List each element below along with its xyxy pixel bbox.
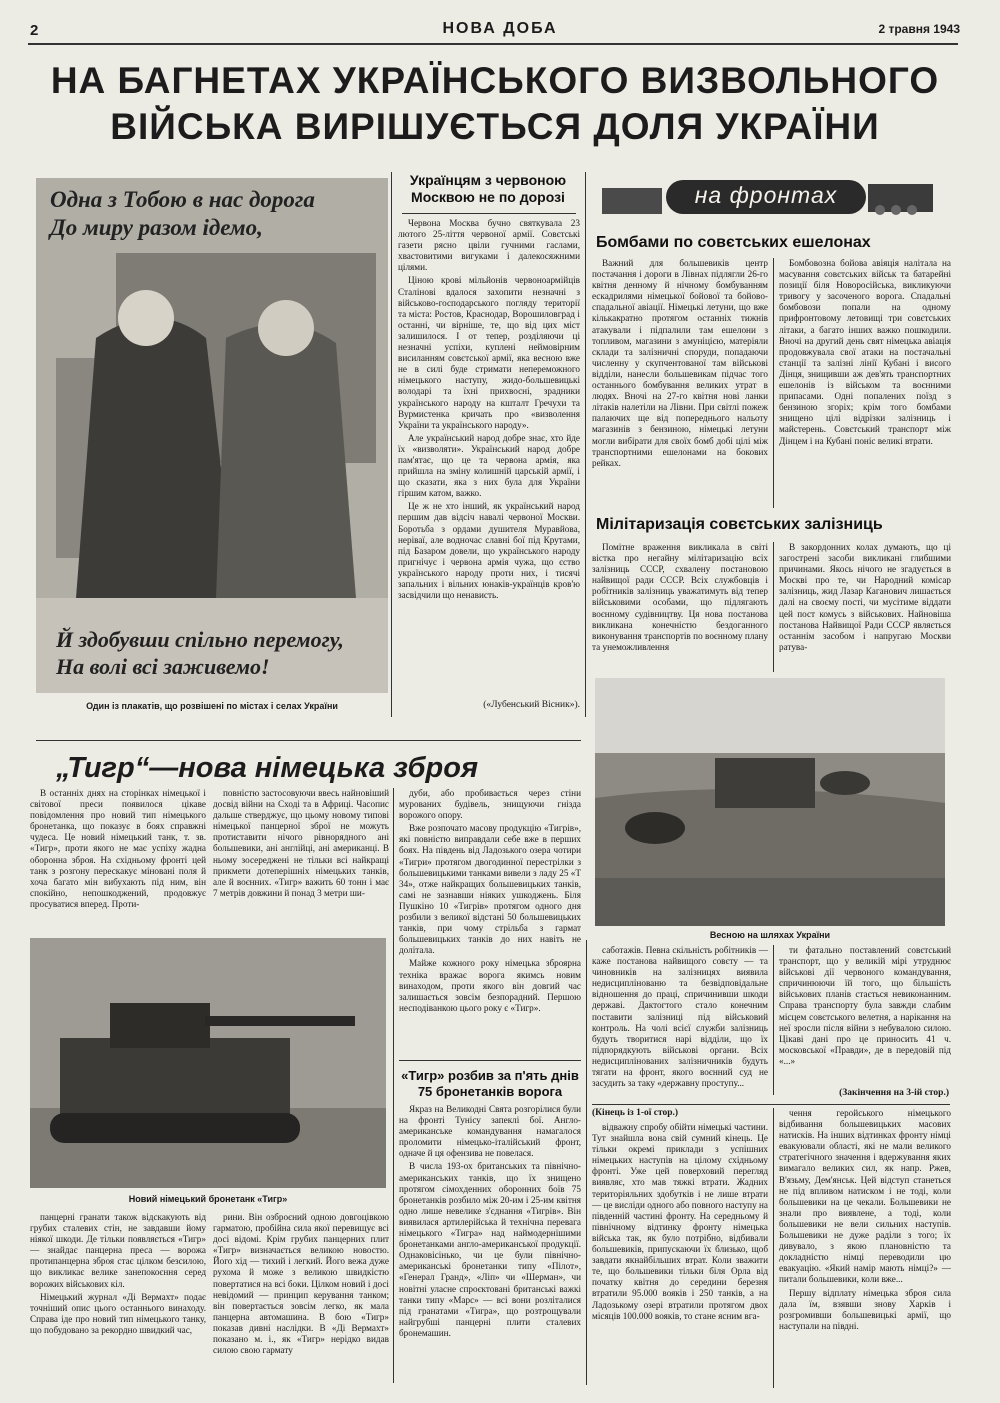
militarization-title: Мілітаризація совєтських залізниць <box>596 516 883 533</box>
bombs-col-1-text: Важний для большевиків центр постачання і дороги в Лівнах підлягли 26-го квітня денному й нічному бомбуванням ескадрилями німецької бойової та бойово-спадальної авіації. Німецькі летуни, що вже кількакратно протягом останніх тижнів атакували і підпалили там ешелони з топливом, магазини з амуніцією, матеріяли склади та залізничні споруди, попадаючи численну у скупчентованої там військові відділи, нанесли большевикам підчас того останнього бомбування великих утрат в людях. Вночі на 27-го квітня нові ланки літаків налетіли на Лівни. При світлі пожеж палаючих ще від попереднього нальоту магазинів з бензиною, німецькі летуни могли вибірати для своїх бомб добі цілі між транспортними ешелонами на бокових рейках. <box>592 258 768 468</box>
militarization-col-2-text: В закордонних колах думають, що ці загострені засоби викликані глибшими причинами. Якось нічого не згадується в Москві про те, чи Народний комісар залізниць, жид Лазар Каганович лишається далі на своєму пості, чи мусітиме віддати цей пост комусь з військових. Найновіша постанова Найвищої Ради СССР являється останнім засобом і напругаю Москви ратува- <box>779 542 951 652</box>
militarization-col-1-text: Помітне враження викликала в світі вістка про негайну мілітаризацію всіх залізниць СССР, схвалену постановою найвищої ради СССР. Всіх службовців і робітників залізниць уважатимуть від тепер військовими особами, що підлягають воєнному судівництву. Ця нова постанова викликана конечністю бездоганного виконування транспортів по воєнному плану та унеможливлення <box>592 542 768 652</box>
tiger-col-2-text: повністю застосовуючи ввесь найновіший досвід війни на Сході та в Африці. Часопис дальше стверджує, що цьому новому типові німецької панцерної зброї не можуть протиставити нічого рівнорядного ані большевики, ані англійці, ані американці. В ньому зосереджені не тільки всі найкращі прикмети дотеперішніх німецьких танків, але й воєнних. «Тигр» важить 60 тонн і має 7 метрів довжини й понад 3 метри ши- <box>213 788 389 898</box>
column-rule <box>773 1108 774 1388</box>
section-rule <box>592 1104 950 1105</box>
sabotage-end-note: (Закінчення на 3-ій стор.) <box>839 1088 949 1098</box>
poster-bottom-text <box>56 626 344 680</box>
poster-bottom-line-1: Й здобувши спільно перемогу, <box>56 627 344 652</box>
continued-col-2-text-2: Першу відплату німецька зброя сила дала їм, взявши знову Харків і розгромивши большевицькі армії, що наступали на півдні. <box>779 1287 951 1331</box>
tiger-tank-photo <box>30 938 386 1188</box>
spring-photo-illustration <box>595 678 945 926</box>
continued-header: (Кінець із 1-ої стор.) <box>592 1108 679 1118</box>
sabotage-col-1 <box>592 945 768 1095</box>
bombs-col-2 <box>779 258 951 508</box>
sabotage-col-2-text: ти фатально поставлений совєтський транспорт, що у великій мірі утруднює військові дії червоного командування, спричинюючи їй того, що більшість військових планів стається невиконанним. Справа транспорту була завжди слабим місцем совєтського велетня, а нарікання на неї зросли після війни з небувалою силою. Цікаві дані про це приносить 41 ч. московської «Правди», де в передовій під «...» <box>779 945 951 1066</box>
moscow-source: («Лубенський Вісник»). <box>483 700 580 710</box>
tiger-tank-illustration <box>30 938 386 1188</box>
tiger-col-2 <box>213 788 389 928</box>
tiger75-body <box>399 1104 581 1389</box>
poster-top-text <box>50 186 315 242</box>
continued-col-2-text: чення геройського німецького відбивання большевицьких масових натисків. На інших відтинках фронту німці евакуювали області, які не мали великого стратегічного значення і вдержування яких вимагало великих сил, як напр. Ржев, В'язьму, Дем'янськ. Цей відступ станеться не під впливом натиском і не тоді, коли большевики на це чекали. Большевики не знали про виявлене, а тоді, коли большевики не вели сильних наступів. Большевики не дуже раділи з того; їх дивувало, з якою плановністю та докладністю німці переводили цю евакуацію. «Який намір мають німці?» — питали большевики, коли вже... <box>779 1108 951 1285</box>
continued-col-2 <box>779 1108 951 1388</box>
tiger-col-1-bottom-text-2: Німецький журнал «Ді Вермахт» подає точніший опис цього останнього винаходу. Справа іде про новий тип німецького танку, що побудовано за рекордно швидкий час, <box>30 1291 206 1335</box>
section-rule <box>399 1060 581 1061</box>
spring-roads-photo <box>595 678 945 926</box>
bombs-col-2-text: Бомбовозна бойова авіяція налітала на масування совєтських військ та батарейні позиції біля Новоросійська, викликуючи тривогу у засоченого ворога. Спадальні бомбовози попали на одному прифронтовому летовищі три совєтських літаки, а багато інших важко пошкодили. Вночі на другий день свят німецька авіація продовжувала свої атаки на постачальні станції та залізні лінії Кубані і висого Дінця, знищивши аж дев'ять транспортних ешелонів із військом та воєнними припасами. Одні попалених поїзд з бензиною згоріх; крім того бомбами знищено цілі відрізки залізниць і майстерень. Совєтський транспорт між Дінцем і на Кубані поніс великі втрати. <box>779 258 951 446</box>
tiger-col-3-text-2: Вже розпочато масову продукцію «Тигрів», які повністю виправдали себе вже в перших боях. На південь від Ладозького озера чотири «Тигри» протягом двогодинної перестрілки з большевицькими танками вивели з ладу 25 «Т 34», отже найкращих большевицьких танків, самі не зазнавши ніяких ушкоджень. Біля Пушкіно 10 «Тигрів» протягом одного дня розбили з великої відстані 50 большевицьких танків, при чому стрільба з гармат большевицьких танків до них навіть не долітала. <box>399 823 581 956</box>
tiger-col-1-text: В останніх днях на сторінках німецької і світової преси появилося цікаве повідомлення про новий тип німецького бронетанка, що показує в боях справжні чудеса. Це новий німецький танк, т. зв. «Тигр», проти якого не має успіху жадна оборонна зброя. На східньому фронті цей танк з розгону перескакує міновані поля й хоча багато мін вибухають під ним, він спокійно, непошкоджений, продовжує просуватися вперед. Проти- <box>30 788 206 909</box>
tiger-title: „Тигр“—нова німецька зброя <box>56 752 479 784</box>
continued-col-1 <box>592 1122 768 1387</box>
fronts-banner <box>596 174 941 222</box>
tiger75-paragraph-2: В числа 193-ох британських та північно-американських танків, що їх знищено протягом сімохденних оборонних боїв 75 бронетанків розбило між 20-им і 25-им квітня одно лише невелике з'єднання «Тигрів». Він виявилася артилерійська й технічна перевага німецького «Тигра» над наймодернішими бронетанками англо-американської продукції. Однаковісінько, чи це були північно-американські бронетанки типу «Пілот», «Генерал Гранд», «Ліп» чи «Шерман», чи новітні уласне спроєктовані британські важкі танки типу «Марс» — всі вони розліталися під гранатами «Тигра», що розтрощували найгрубші панцерні плити сталевих бронемашин. <box>399 1161 581 1338</box>
paper-name: НОВА ДОБА <box>442 20 558 37</box>
tiger-col-3-text-3: Майже кожного року німецька зброярна техніка вражає ворога якимсь новим винаходом, проти якого він довгий час залишається зовсім безпорадний. Першою несподіванкою цього року є «Тигр». <box>399 958 581 1013</box>
moscow-article-body <box>398 218 580 698</box>
tiger-photo-caption: Новий німецький бронетанк «Тигр» <box>128 1194 288 1204</box>
issue-date: 2 травня 1943 <box>878 22 960 36</box>
column-rule <box>585 172 586 717</box>
column-rule <box>393 788 394 1383</box>
tiger-col-2-bottom-text: рини. Він озброєний одною довгоцівкою гарматою, пробійна сила якої перевищує всі досі відомі. Крім грубих панцерних плит «Тигр» визначається великою новостю. Його хід — тихий і легкий. Його вежа дуже рухома й може з великою швидкістю повертатися на всі боки. Цілком новий і досі невідомий — принцип керування танком; він повертається зовсім легко, як мала панцерна автомашина. В бою «Тигр» показав дивні наслідки. В «Ді Вермахт» показано м. і., як «Тигр» нерідко видав силою свою гармату <box>213 1212 389 1356</box>
tiger75-paragraph-1: Якраз на Великодні Свята розгорілися були на фронті Тунісу запеклі бої. Англо-американське командування намагалося проломити німецько-італійський фронт, одначе й ця офензива не повелася. <box>399 1104 581 1159</box>
headline-line-1: НА БАГНЕТАХ УКРАЇНСЬКОГО ВИЗВОЛЬНОГО <box>50 60 940 101</box>
section-rule <box>36 740 581 741</box>
moscow-paragraph-4: Це ж не хто інший, як український народ першим дав відсіч навалі червоної Москви. Боротьба з ордами душителя Муравйова, неріваї, але водночас славні бої під Крутами, під Базаром довели, що українського народу пригнічує і червона армія чужа, що єство українського народу проти них, і тисячі запальних і вільних юнаків-українців кров'ю засвідчили що ненависть. <box>398 501 580 601</box>
fronts-banner-text: на фронтах <box>694 182 838 208</box>
moscow-article-title: Українцям з червоною Москвою не по дорозі <box>409 172 567 205</box>
poster-bottom-line-2: На волі всі заживемо! <box>56 654 270 679</box>
poster-image <box>36 178 388 693</box>
moscow-paragraph-1: Червона Москва бучно святкувала 23 лютого 25-ліття червоної армії. Совєтські газети рясно цвіли гучними гаслами, хвастовитими вигуками і далекосяжними цілями. <box>398 218 580 273</box>
tiger-col-1-bottom <box>30 1212 206 1388</box>
poster-top-line-1: Одна з Тобою в нас дорога <box>50 187 315 212</box>
moscow-title-rule <box>402 213 576 214</box>
continued-col-1-text: відважну спробу обійти німецькі частини. Тут знайшла вона свій сумний кінець. Це тільки окремі приклади з успішних німецьких наступів на цілому східньому фронті. Уже цей поверховий перегляд виявляє, хто мав тяжкі втрати. Жадних територіяльних здобутків і не лише втрати — це висліди одного або повного наступу на південній частині фронту. На середньому й північному відтинку фронту німецька війська так, як було потрібно, відбивали большевиків, припускаючи їх близько, щоб завдати якнайбільших втрат. Коли зважити те, що большевики тільки біля Орла від початку квітня до середини березня втратили 95.000 вояків і 250 танків, а на Ладозькому озері втратили протягом двох місяців 100.000 вояків, то стане ясним вга- <box>592 1122 768 1321</box>
militarization-col-2 <box>779 542 951 672</box>
column-rule <box>586 940 587 1385</box>
poster-caption: Один із плакатів, що розвішені по містах і селах України <box>86 701 338 711</box>
tiger-col-3 <box>399 788 581 1048</box>
tiger-col-1-bottom-text: панцерні гранати також відскакують від грубих сталевих стін, не завдавши йому ніякої шкоди. Де тільки появляється «Тигр» — знайдає панцерна преса — ворожа протипанцерна зброя стає цілком безсилою, що викликає велике занепокоєння серед ворожих військових кіл. <box>30 1212 206 1289</box>
masthead-rule <box>28 43 958 45</box>
column-rule <box>391 172 392 717</box>
column-rule <box>773 542 774 672</box>
tiger-col-2-bottom <box>213 1212 389 1388</box>
sabotage-col-2 <box>779 945 951 1085</box>
headline-line-2: ВІЙСЬКА ВИРІШУЄТЬСЯ ДОЛЯ УКРАЇНИ <box>110 106 880 147</box>
column-rule <box>773 258 774 508</box>
main-headline <box>30 58 960 150</box>
moscow-paragraph-3: Але український народ добре знає, хто йде їх «визволяти». Український народ добре пам'ятає, що це та червона армія, яка прийшла на зміну колишній царській армії, і що сказати, яка з них була для України гіршим катом, важко. <box>398 432 580 499</box>
poster-illustration <box>36 178 388 693</box>
bombs-col-1 <box>592 258 768 508</box>
page-number: 2 <box>30 22 39 39</box>
militarization-col-1 <box>592 542 768 672</box>
tiger-col-1 <box>30 788 206 928</box>
moscow-paragraph-2: Ціною крові мільйонів червоноармійців Сталінові вдалося захопити незначні з військово-господарського погляду території та міста: Ростов, Краснодар, Ворошиловград і останні, чи вірніше, те, що від цих міст залишилося. І от тепер, розділяючи ці незначні успіхи, куплені неймовірним висиланням совєтської армії, яка весною вже не в силі буде стримати непереможного німецького наступу, жидо-большевицькі володарі та їхні прихвосні, зрадники українського народу на кшталт Гречухи та Вурмистенка кричать про «визволення України та українського народу». <box>398 275 580 430</box>
sabotage-col-1-text: саботажів. Певна скільність робітників — каже постанова найвищого совєту — та чиновників на залізницях виявила недисциплінованю та безвідповідальне відношення до праці, спричинивши шкоди державі. Дактогтого стало конечним поставити залізниці під військовий контроль. На чолі всієї служби залізниць будуть творитися нарі відділи, що їх підпорядкують військові органи. Всіх недисциплінованих залізничників будуть тягати на фронт, якого воєнний суд не засудить за таку «державну проступу... <box>592 945 768 1089</box>
bombs-title: Бомбами по совєтських ешелонах <box>596 234 871 251</box>
tiger75-title: «Тигр» розбив за п'ять днів 75 бронетанків ворога <box>401 1068 579 1099</box>
poster-top-line-2: До миру разом ідемо, <box>50 215 263 240</box>
spring-photo-caption: Весною на шляхах України <box>709 930 831 940</box>
column-rule <box>773 945 774 1095</box>
tiger-col-3-text: дуби, або пробивається через стіни мурованих будівель, знищуючи гнізда ворожого опору. <box>399 788 581 821</box>
